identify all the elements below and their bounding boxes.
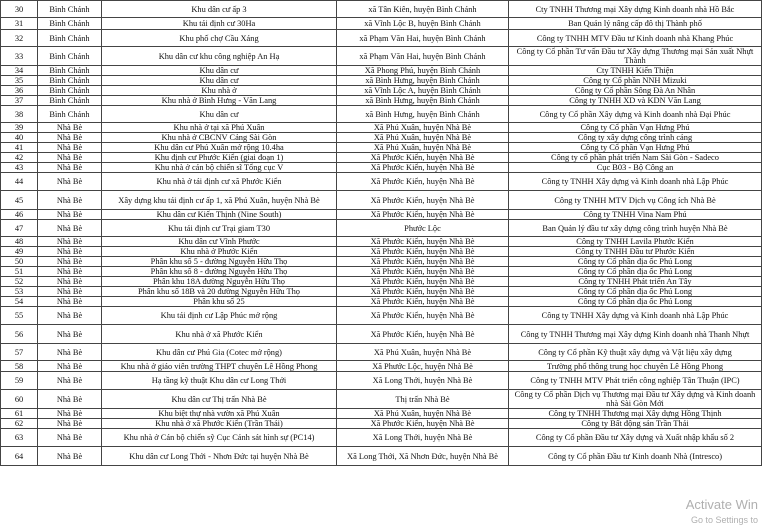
table-row	[1, 419, 762, 429]
table-row	[1, 220, 762, 237]
investor-cell: Công ty TNHH Thương mại Xây dựng Kinh doanh nhà Thanh Nhựt	[509, 325, 762, 344]
project-name-cell: Phân khu số 18B và 20 đường Nguyễn Hữu Thọ	[102, 287, 337, 297]
location-cell: Xã Phú Xuân, huyện Nhà Bè	[337, 123, 509, 133]
investor-cell: Công ty TNHH Thương mại Xây dựng Hồng Thịnh	[509, 409, 762, 419]
location-cell: Xã Phước Kiển, huyện Nhà Bè	[337, 247, 509, 257]
location-cell: Xã Phước Kiển, huyện Nhà Bè	[337, 287, 509, 297]
table-row	[1, 133, 762, 143]
project-name-cell: Khu dân cư Phú Xuân mở rộng 10.4ha	[102, 143, 337, 153]
district-cell: Nhà Bè	[38, 123, 102, 133]
investor-cell: Công ty Cổ phần Vạn Hưng Phú	[509, 123, 762, 133]
row-number: 30	[1, 1, 38, 18]
district-cell: Bình Chánh	[38, 76, 102, 86]
row-number: 60	[1, 390, 38, 409]
investor-cell: Cục B03 - Bộ Công an	[509, 163, 762, 173]
district-cell: Nhà Bè	[38, 419, 102, 429]
table-row	[1, 123, 762, 133]
investor-cell: Công ty Cổ phần Dịch vụ Thương mại Đầu tư Xây dựng và Kinh doanh nhà Sài Gòn Mới	[509, 390, 762, 409]
row-number: 64	[1, 447, 38, 466]
investor-cell: Công ty TNHH Xây dựng và Kinh doanh nhà Lập Phúc	[509, 307, 762, 325]
row-number: 40	[1, 133, 38, 143]
project-name-cell: Khu nhà ở	[102, 86, 337, 96]
location-cell: xã Phạm Văn Hai, huyện Bình Chánh	[337, 30, 509, 47]
table-row	[1, 372, 762, 390]
district-cell: Nhà Bè	[38, 372, 102, 390]
district-cell: Bình Chánh	[38, 96, 102, 106]
project-name-cell: Phân khu số 8 - đường Nguyễn Hữu Thọ	[102, 267, 337, 277]
project-name-cell: Khu dân cư khu công nghiệp An Hạ	[102, 47, 337, 66]
location-cell: Xã Phước Kiển, huyện Nhà Bè	[337, 267, 509, 277]
location-cell: Xã Phước Kiển, huyện Nhà Bè	[337, 210, 509, 220]
activation-watermark-title: Activate Win	[685, 497, 758, 512]
district-cell: Nhà Bè	[38, 297, 102, 307]
investor-cell: Cty TNHH Thương mại Xây dựng Kinh doanh nhà Hồ Bắc	[509, 1, 762, 18]
investor-cell: Công ty TNHH Xây dựng và Kinh doanh nhà Lập Phúc	[509, 173, 762, 191]
district-cell: Nhà Bè	[38, 267, 102, 277]
activation-watermark-subtitle: Go to Settings to	[690, 515, 758, 525]
district-cell: Bình Chánh	[38, 30, 102, 47]
investor-cell: Công ty cổ phần phát triển Nam Sài Gòn - Sadeco	[509, 153, 762, 163]
project-name-cell: Khu phố chợ Cầu Xáng	[102, 30, 337, 47]
table-row	[1, 447, 762, 466]
location-cell: Xã Phước Lộc, huyện Nhà Bè	[337, 361, 509, 372]
district-cell: Nhà Bè	[38, 429, 102, 447]
location-cell: Xã Phú Xuân, huyện Nhà Bè	[337, 133, 509, 143]
table-row	[1, 325, 762, 344]
investor-cell: Trường phổ thông trung học chuyên Lê Hồng Phong	[509, 361, 762, 372]
investor-cell: Công ty Cổ phần NNH Mizuki	[509, 76, 762, 86]
project-name-cell: Phân khu 18A đường Nguyễn Hữu Thọ	[102, 277, 337, 287]
project-name-cell: Khu nhà ở xã Phước Kiển	[102, 325, 337, 344]
project-name-cell: Khu dân cư ấp 3	[102, 1, 337, 18]
table-row	[1, 409, 762, 419]
location-cell: Xã Phong Phú, huyện Bình Chánh	[337, 66, 509, 76]
location-cell: xã Bình Hưng, huyện Bình Chánh	[337, 76, 509, 86]
investor-cell: Công ty TNHH Vina Nam Phú	[509, 210, 762, 220]
project-name-cell: Khu tái định cư Lập Phúc mở rộng	[102, 307, 337, 325]
location-cell: Xã Long Thới, huyện Nhà Bè	[337, 372, 509, 390]
table-row	[1, 153, 762, 163]
table-row	[1, 66, 762, 76]
project-name-cell: Khu dân cư Vĩnh Phước	[102, 237, 337, 247]
project-name-cell: Khu nhà ở xã Phước Kiển (Trần Thái)	[102, 419, 337, 429]
investor-cell: Công ty TNHH XD và KDN Văn Lang	[509, 96, 762, 106]
district-cell: Bình Chánh	[38, 86, 102, 96]
location-cell: xã Vĩnh Lộc B, huyện Bình Chánh	[337, 18, 509, 30]
row-number: 45	[1, 191, 38, 210]
district-cell: Nhà Bè	[38, 344, 102, 361]
district-cell: Nhà Bè	[38, 220, 102, 237]
project-name-cell: Khu dân cư	[102, 106, 337, 123]
project-name-cell: Khu dân cư	[102, 66, 337, 76]
row-number: 56	[1, 325, 38, 344]
investor-cell: Ban Quản lý nâng cấp đô thị Thành phố	[509, 18, 762, 30]
row-number: 46	[1, 210, 38, 220]
project-name-cell: Khu dân cư Long Thới - Nhơn Đức tại huyện Nhà Bè	[102, 447, 337, 466]
row-number: 44	[1, 173, 38, 191]
district-cell: Nhà Bè	[38, 325, 102, 344]
table-row	[1, 143, 762, 153]
location-cell: xã Tân Kiên, huyện Bình Chánh	[337, 1, 509, 18]
district-cell: Nhà Bè	[38, 307, 102, 325]
investor-cell: Công ty TNHH Đầu tư Phước Kiển	[509, 247, 762, 257]
table-row	[1, 344, 762, 361]
table-row	[1, 257, 762, 267]
table-row	[1, 277, 762, 287]
table-row	[1, 106, 762, 123]
table-row	[1, 247, 762, 257]
row-number: 53	[1, 287, 38, 297]
projects-table-body	[1, 1, 762, 466]
district-cell: Nhà Bè	[38, 237, 102, 247]
location-cell: Xã Phước Kiển, huyện Nhà Bè	[337, 419, 509, 429]
project-name-cell: Khu dân cư Phú Gia (Cotec mở rộng)	[102, 344, 337, 361]
district-cell: Nhà Bè	[38, 163, 102, 173]
location-cell: Xã Long Thới, Xã Nhơn Đức, huyện Nhà Bè	[337, 447, 509, 466]
investor-cell: Công ty Cổ phần Xây dựng và Kinh doanh nhà Đại Phúc	[509, 106, 762, 123]
project-name-cell: Phân khu số 5 - đường Nguyễn Hữu Thọ	[102, 257, 337, 267]
investor-cell: Công ty TNHH Phát triển An Tây	[509, 277, 762, 287]
project-name-cell: Khu dân cư Kiến Thịnh (Nine South)	[102, 210, 337, 220]
project-name-cell: Khu định cư Phước Kiển (giai đoạn 1)	[102, 153, 337, 163]
row-number: 35	[1, 76, 38, 86]
row-number: 42	[1, 153, 38, 163]
investor-cell: Công ty Cổ phần Vạn Hưng Phú	[509, 143, 762, 153]
district-cell: Nhà Bè	[38, 390, 102, 409]
row-number: 61	[1, 409, 38, 419]
location-cell: Xã Phước Kiển, huyện Nhà Bè	[337, 153, 509, 163]
location-cell: xã Phạm Văn Hai, huyện Bình Chánh	[337, 47, 509, 66]
row-number: 43	[1, 163, 38, 173]
location-cell: xã Bình Hưng, huyện Bình Chánh	[337, 106, 509, 123]
investor-cell: Công ty xây dựng công trình cảng	[509, 133, 762, 143]
investor-cell: Công ty TNHH MTV Dịch vụ Công ích Nhà Bè	[509, 191, 762, 210]
table-row	[1, 163, 762, 173]
row-number: 41	[1, 143, 38, 153]
location-cell: Xã Phước Kiển, huyện Nhà Bè	[337, 173, 509, 191]
row-number: 50	[1, 257, 38, 267]
location-cell: Xã Phú Xuân, huyện Nhà Bè	[337, 143, 509, 153]
investor-cell: Công ty Cổ phần địa ốc Phú Long	[509, 267, 762, 277]
table-row	[1, 390, 762, 409]
location-cell: Xã Long Thới, huyện Nhà Bè	[337, 429, 509, 447]
district-cell: Nhà Bè	[38, 247, 102, 257]
table-row	[1, 237, 762, 247]
row-number: 59	[1, 372, 38, 390]
investor-cell: Cty TNHH Kiến Thiện	[509, 66, 762, 76]
table-row	[1, 30, 762, 47]
location-cell: Phước Lộc	[337, 220, 509, 237]
district-cell: Nhà Bè	[38, 210, 102, 220]
project-name-cell: Hạ tầng kỹ thuật Khu dân cư Long Thới	[102, 372, 337, 390]
investor-cell: Công ty Cổ phần Tư vấn Đầu tư Xây dựng Thương mại Sản xuất Nhựt Thành	[509, 47, 762, 66]
table-row	[1, 18, 762, 30]
project-name-cell: Phân khu số 25	[102, 297, 337, 307]
location-cell: Thị trấn Nhà Bè	[337, 390, 509, 409]
row-number: 58	[1, 361, 38, 372]
row-number: 63	[1, 429, 38, 447]
row-number: 37	[1, 96, 38, 106]
row-number: 57	[1, 344, 38, 361]
row-number: 31	[1, 18, 38, 30]
district-cell: Bình Chánh	[38, 47, 102, 66]
district-cell: Nhà Bè	[38, 447, 102, 466]
district-cell: Nhà Bè	[38, 153, 102, 163]
row-number: 34	[1, 66, 38, 76]
table-row	[1, 1, 762, 18]
project-name-cell: Khu nhà ở Bình Hưng - Văn Lang	[102, 96, 337, 106]
project-name-cell: Khu dân cư	[102, 76, 337, 86]
project-name-cell: Khu nhà ở cán bộ chiến sĩ Tổng cục V	[102, 163, 337, 173]
investor-cell: Công ty Cổ phần địa ốc Phú Long	[509, 297, 762, 307]
project-name-cell: Xây dựng khu tái định cư ấp 1, xã Phú Xuân, huyện Nhà Bè	[102, 191, 337, 210]
row-number: 54	[1, 297, 38, 307]
row-number: 49	[1, 247, 38, 257]
district-cell: Nhà Bè	[38, 257, 102, 267]
project-name-cell: Khu biệt thự nhà vườn xã Phú Xuân	[102, 409, 337, 419]
investor-cell: Công ty Cổ phần Đầu tư Xây dựng và Xuất nhập khẩu số 2	[509, 429, 762, 447]
table-row	[1, 429, 762, 447]
table-row	[1, 361, 762, 372]
district-cell: Nhà Bè	[38, 361, 102, 372]
table-row	[1, 297, 762, 307]
project-name-cell: Khu nhà ở giáo viên trường THPT chuyên Lê Hồng Phong	[102, 361, 337, 372]
project-name-cell: Khu dân cư Thị trấn Nhà Bè	[102, 390, 337, 409]
table-row	[1, 210, 762, 220]
investor-cell: Công ty TNHH MTV Phát triển công nghiệp Tân Thuận (IPC)	[509, 372, 762, 390]
project-name-cell: Khu nhà ở tái định cư xã Phước Kiển	[102, 173, 337, 191]
project-name-cell: Khu nhà ở CBCNV Cảng Sài Gòn	[102, 133, 337, 143]
district-cell: Nhà Bè	[38, 409, 102, 419]
table-row	[1, 76, 762, 86]
project-name-cell: Khu tái định cư 30Ha	[102, 18, 337, 30]
investor-cell: Công ty Cổ phần địa ốc Phú Long	[509, 287, 762, 297]
district-cell: Bình Chánh	[38, 1, 102, 18]
table-row	[1, 191, 762, 210]
table-row	[1, 267, 762, 277]
row-number: 38	[1, 106, 38, 123]
location-cell: Xã Phước Kiển, huyện Nhà Bè	[337, 297, 509, 307]
investor-cell: Công ty TNHH Lavila Phước Kiển	[509, 237, 762, 247]
row-number: 52	[1, 277, 38, 287]
row-number: 36	[1, 86, 38, 96]
district-cell: Nhà Bè	[38, 277, 102, 287]
district-cell: Bình Chánh	[38, 18, 102, 30]
location-cell: Xã Phước Kiển, huyện Nhà Bè	[337, 325, 509, 344]
district-cell: Bình Chánh	[38, 106, 102, 123]
table-row	[1, 47, 762, 66]
district-cell: Nhà Bè	[38, 191, 102, 210]
row-number: 62	[1, 419, 38, 429]
location-cell: Xã Phước Kiển, huyện Nhà Bè	[337, 191, 509, 210]
location-cell: Xã Phú Xuân, huyện Nhà Bè	[337, 344, 509, 361]
district-cell: Nhà Bè	[38, 143, 102, 153]
project-name-cell: Khu tái định cư Trại giam T30	[102, 220, 337, 237]
project-name-cell: Khu nhà ở Cán bộ chiến sỹ Cục Cảnh sát hình sự (PC14)	[102, 429, 337, 447]
district-cell: Nhà Bè	[38, 287, 102, 297]
location-cell: Xã Phước Kiển, huyện Nhà Bè	[337, 277, 509, 287]
table-row	[1, 96, 762, 106]
district-cell: Bình Chánh	[38, 66, 102, 76]
investor-cell: Công ty Cổ phần Đầu tư Kinh doanh Nhà (Intresco)	[509, 447, 762, 466]
investor-cell: Công ty Cổ phần địa ốc Phú Long	[509, 257, 762, 267]
investor-cell: Ban Quản lý đầu tư xây dựng công trình huyện Nhà Bè	[509, 220, 762, 237]
location-cell: Xã Phước Kiển, huyện Nhà Bè	[337, 307, 509, 325]
investor-cell: Công ty Cổ phần Sông Đà An Nhân	[509, 86, 762, 96]
district-cell: Nhà Bè	[38, 173, 102, 191]
row-number: 39	[1, 123, 38, 133]
location-cell: Xã Phước Kiển, huyện Nhà Bè	[337, 237, 509, 247]
district-cell: Nhà Bè	[38, 133, 102, 143]
investor-cell: Công ty TNHH MTV Đầu tư Kinh doanh nhà Khang Phúc	[509, 30, 762, 47]
table-row	[1, 173, 762, 191]
table-row	[1, 86, 762, 96]
investor-cell: Công ty Cổ phần Kỹ thuật xây dựng và Vật liệu xây dựng	[509, 344, 762, 361]
row-number: 48	[1, 237, 38, 247]
investor-cell: Công ty Bất động sản Trần Thái	[509, 419, 762, 429]
row-number: 47	[1, 220, 38, 237]
location-cell: xã Bình Hưng, huyện Bình Chánh	[337, 96, 509, 106]
row-number: 55	[1, 307, 38, 325]
location-cell: xã Vĩnh Lộc A, huyện Bình Chánh	[337, 86, 509, 96]
location-cell: Xã Phước Kiển, huyện Nhà Bè	[337, 163, 509, 173]
row-number: 32	[1, 30, 38, 47]
table-row	[1, 287, 762, 297]
project-name-cell: Khu nhà ở Phước Kiển	[102, 247, 337, 257]
project-name-cell: Khu nhà ở tại xã Phú Xuân	[102, 123, 337, 133]
table-row	[1, 307, 762, 325]
location-cell: Xã Phú Xuân, huyện Nhà Bè	[337, 409, 509, 419]
location-cell: Xã Phước Kiển, huyện Nhà Bè	[337, 257, 509, 267]
row-number: 33	[1, 47, 38, 66]
row-number: 51	[1, 267, 38, 277]
